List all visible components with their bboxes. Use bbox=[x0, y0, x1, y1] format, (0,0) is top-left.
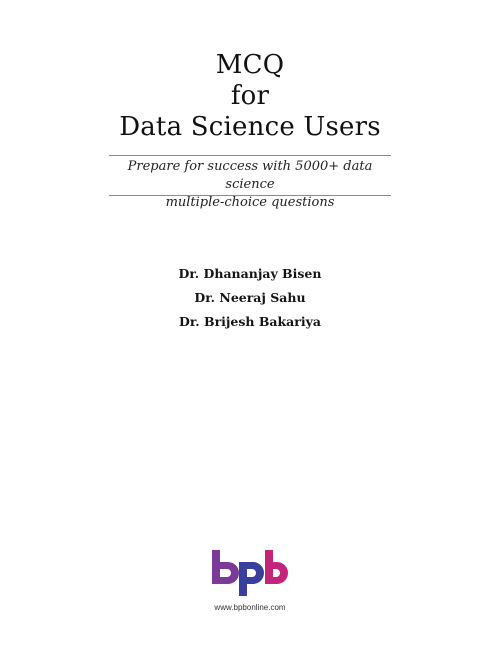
book-title bbox=[0, 50, 500, 143]
subtitle-bottom-rule bbox=[109, 195, 391, 196]
title-line-3: Data Science Users bbox=[119, 112, 381, 142]
logo-letter-p bbox=[239, 562, 264, 596]
subtitle-top-rule bbox=[109, 155, 391, 156]
title-line-2: for bbox=[230, 81, 270, 111]
subtitle-line-2: multiple-choice questions bbox=[165, 195, 335, 210]
bpb-logo bbox=[212, 550, 288, 596]
publisher-website: www.bpbonline.com bbox=[214, 603, 286, 612]
logo-letter-b-2 bbox=[265, 550, 288, 584]
book-subtitle bbox=[109, 158, 391, 212]
title-line-1: MCQ bbox=[215, 50, 285, 80]
author-3: Dr. Brijesh Bakariya bbox=[179, 314, 321, 329]
subtitle-line-1: Prepare for success with 5000+ data science bbox=[127, 159, 373, 192]
logo-letter-b-1 bbox=[212, 550, 239, 584]
author-1: Dr. Dhananjay Bisen bbox=[178, 266, 322, 281]
author-list bbox=[0, 262, 500, 334]
author-2: Dr. Neeraj Sahu bbox=[194, 290, 306, 305]
